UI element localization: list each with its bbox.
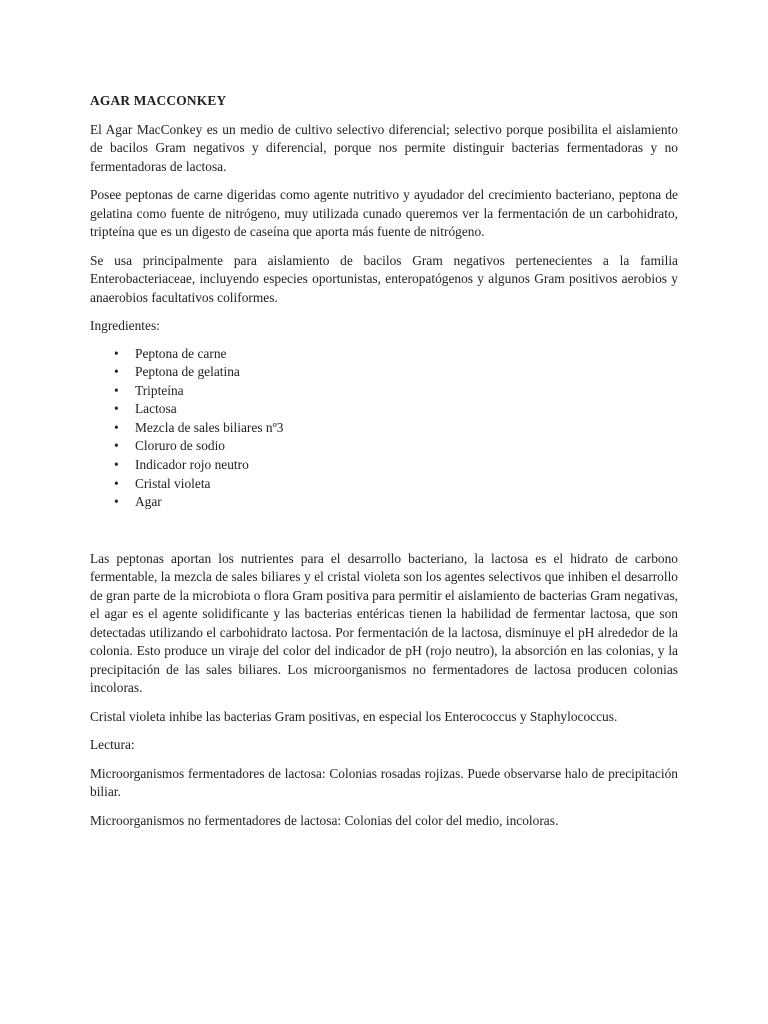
ingredient-text: Peptona de carne xyxy=(135,345,227,361)
reading-paragraph: Microorganismos fermentadores de lactosa: Colonias rosadas rojizas. Puede observarse halo de precipitación biliar. xyxy=(90,765,678,800)
intro-paragraph: Se usa principalmente para aislamiento de bacilos Gram negativos pertenecientes a la familia Enterobacteriaceae, incluyendo especies oportunistas, enteropatógenos y algunos Gram positivos aerobios y anaerobios facultativos coliformes. xyxy=(90,252,678,305)
ingredient-text: Agar xyxy=(135,494,162,510)
list-item xyxy=(90,493,678,512)
bullet-icon: • xyxy=(114,494,119,510)
list-item xyxy=(90,400,678,419)
ingredient-text: Indicador rojo neutro xyxy=(135,457,249,473)
body-paragraph: Las peptonas aportan los nutrientes para el desarrollo bacteriano, la lactosa es el hidrato de carbono fermentable, la mezcla de sales biliares y el cristal violeta son los agentes selectivos que inhiben el desarrollo de gran parte de la microbiota o flora Gram positiva para permitir el aislamiento de bacterias Gram negativas, el agar es el agente solidificante y las bacterias entéricas tienen la habilidad de fermentar lactosa, que son detectadas utilizando el carbohidrato lactosa. Por fermentación de la lactosa, disminuye el pH alrededor de la colonia. Esto produce un viraje del color del indicador de pH (rojo neutro), la absorción en las colonias, y la precipitación de las sales biliares. Los microorganismos no fermentadores de lactosa producen colonias incoloras. xyxy=(90,550,678,696)
bullet-icon: • xyxy=(114,364,119,380)
list-item xyxy=(90,475,678,494)
bullet-icon: • xyxy=(114,382,119,398)
ingredient-text: Mezcla de sales biliares nº3 xyxy=(135,419,284,435)
list-item xyxy=(90,345,678,364)
bullet-icon: • xyxy=(114,438,119,454)
ingredient-text: Peptona de gelatina xyxy=(135,364,240,380)
bullet-icon: • xyxy=(114,345,119,361)
list-item xyxy=(90,363,678,382)
ingredient-text: Tripteína xyxy=(135,382,184,398)
list-item xyxy=(90,437,678,456)
bullet-icon: • xyxy=(114,457,119,473)
bullet-icon: • xyxy=(114,401,119,417)
intro-paragraph: Posee peptonas de carne digeridas como agente nutritivo y ayudador del crecimiento bacteriano, peptona de gelatina como fuente de nitrógeno, muy utilizada cunado queremos ver la fermentación de un carbohidrato, tripteína que es un digesto de caseína que aporta más fuente de nitrógeno. xyxy=(90,187,678,239)
document-title: AGAR MACCONKEY xyxy=(90,93,227,108)
ingredients-label: Ingredientes: xyxy=(90,318,160,333)
reading-paragraph: Microorganismos no fermentadores de lactosa: Colonias del color del medio, incoloras. xyxy=(90,812,559,828)
ingredient-text: Cloruro de sodio xyxy=(135,438,226,454)
list-item xyxy=(90,382,678,401)
bullet-icon: • xyxy=(114,419,119,435)
ingredients-list xyxy=(90,345,678,512)
body-paragraph: Cristal violeta inhibe las bacterias Gram positivas, en especial los Enterococcus y Staphylococcus. xyxy=(90,708,618,724)
bullet-icon: • xyxy=(114,475,119,491)
document-body xyxy=(90,92,678,840)
reading-label: Lectura: xyxy=(90,737,135,753)
ingredient-text: Cristal violeta xyxy=(135,475,211,491)
intro-paragraph: El Agar MacConkey es un medio de cultivo selectivo diferencial; selectivo porque posibilita el aislamiento de bacilos Gram negativos y diferencial, porque nos permite distinguir bacterias fermentadoras y no fermentadoras de lactosa. xyxy=(90,121,678,174)
list-item xyxy=(90,419,678,438)
ingredient-text: Lactosa xyxy=(135,401,177,417)
list-item xyxy=(90,456,678,475)
